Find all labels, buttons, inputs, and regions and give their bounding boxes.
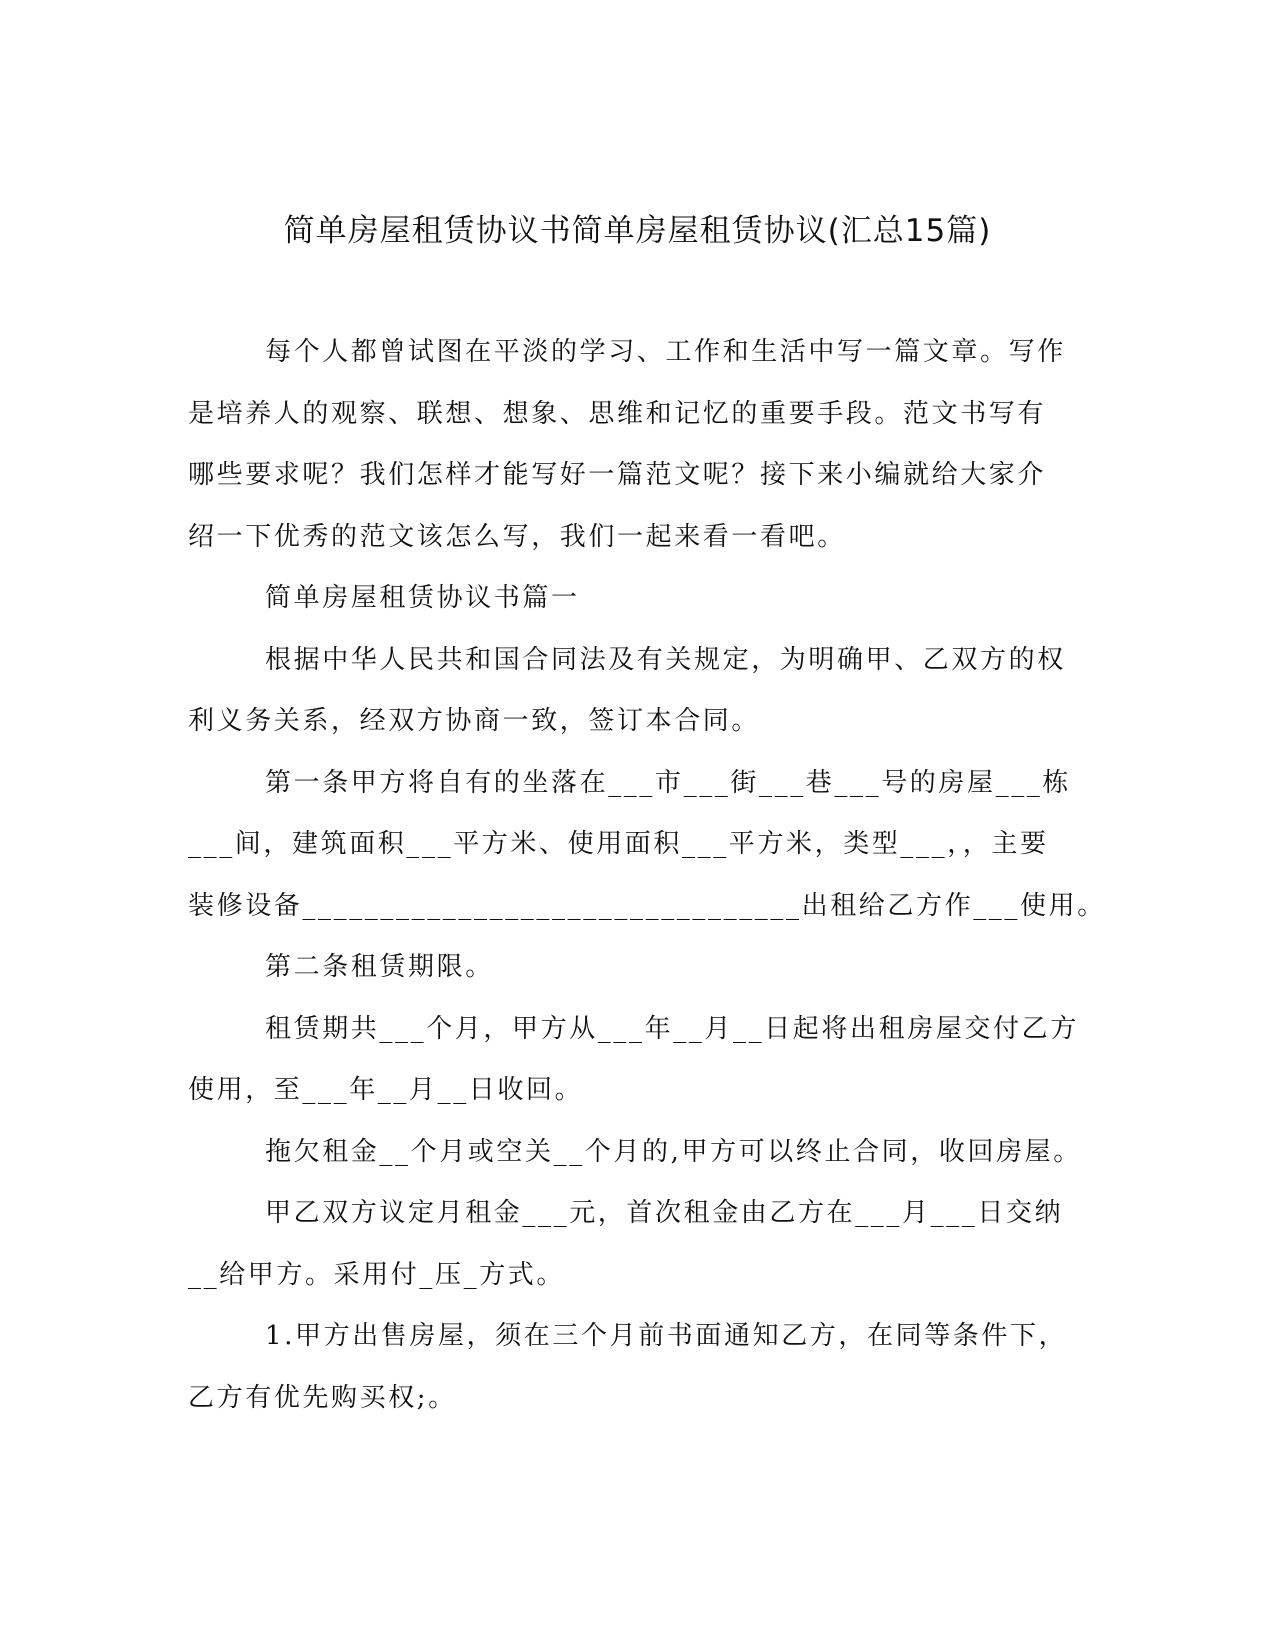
body-line: 利义务关系，经双方协商一致，签订本合同。 (188, 706, 761, 736)
body-line: 根据中华人民共和国合同法及有关规定，为明确甲、乙双方的权 (265, 644, 1066, 675)
body-line: 装修设备________________________________出租给乙方作___使用。 (188, 890, 1106, 921)
body-line: 租赁期共___个月，甲方从___年__月__日起将出租房屋交付乙方 (265, 1013, 1079, 1044)
body-line: __给甲方。采用付_压_方式。 (188, 1259, 566, 1290)
document-title: 简单房屋租赁协议书简单房屋租赁协议(汇总15篇) (283, 213, 992, 249)
body-line: 第二条租赁期限。 (265, 952, 494, 982)
body-line: 乙方有优先购买权;。 (188, 1382, 457, 1413)
body-line: ___间，建筑面积___平方米、使用面积___平方米，类型___，，主要 (188, 829, 1049, 859)
body-line: 哪些要求呢？我们怎样才能写好一篇范文呢？接下来小编就给大家介 (188, 460, 1047, 490)
body-line: 第一条甲方将自有的坐落在___市___街___巷___号的房屋___栋 (265, 767, 1072, 798)
body-line: 每个人都曾试图在平淡的学习、工作和生活中写一篇文章。写作 (265, 337, 1066, 367)
body-line: 1.甲方出售房屋，须在三个月前书面通知乙方，在同等条件下， (265, 1321, 1068, 1351)
body-line: 绍一下优秀的范文该怎么写，我们一起来看一看吧。 (188, 521, 846, 552)
body-line: 拖欠租金__个月或空关__个月的,甲方可以终止合同，收回房屋。 (265, 1136, 1082, 1167)
body-line: 是培养人的观察、联想、想象、思维和记忆的重要手段。范文书写有 (188, 398, 1047, 429)
body-line: 简单房屋租赁协议书篇一 (265, 583, 580, 613)
document-body (188, 322, 1106, 1429)
body-line: 甲乙双方议定月租金___元，首次租金由乙方在___月___日交纳 (265, 1198, 1064, 1228)
body-line: 使用，至___年__月__日收回。 (188, 1075, 584, 1105)
